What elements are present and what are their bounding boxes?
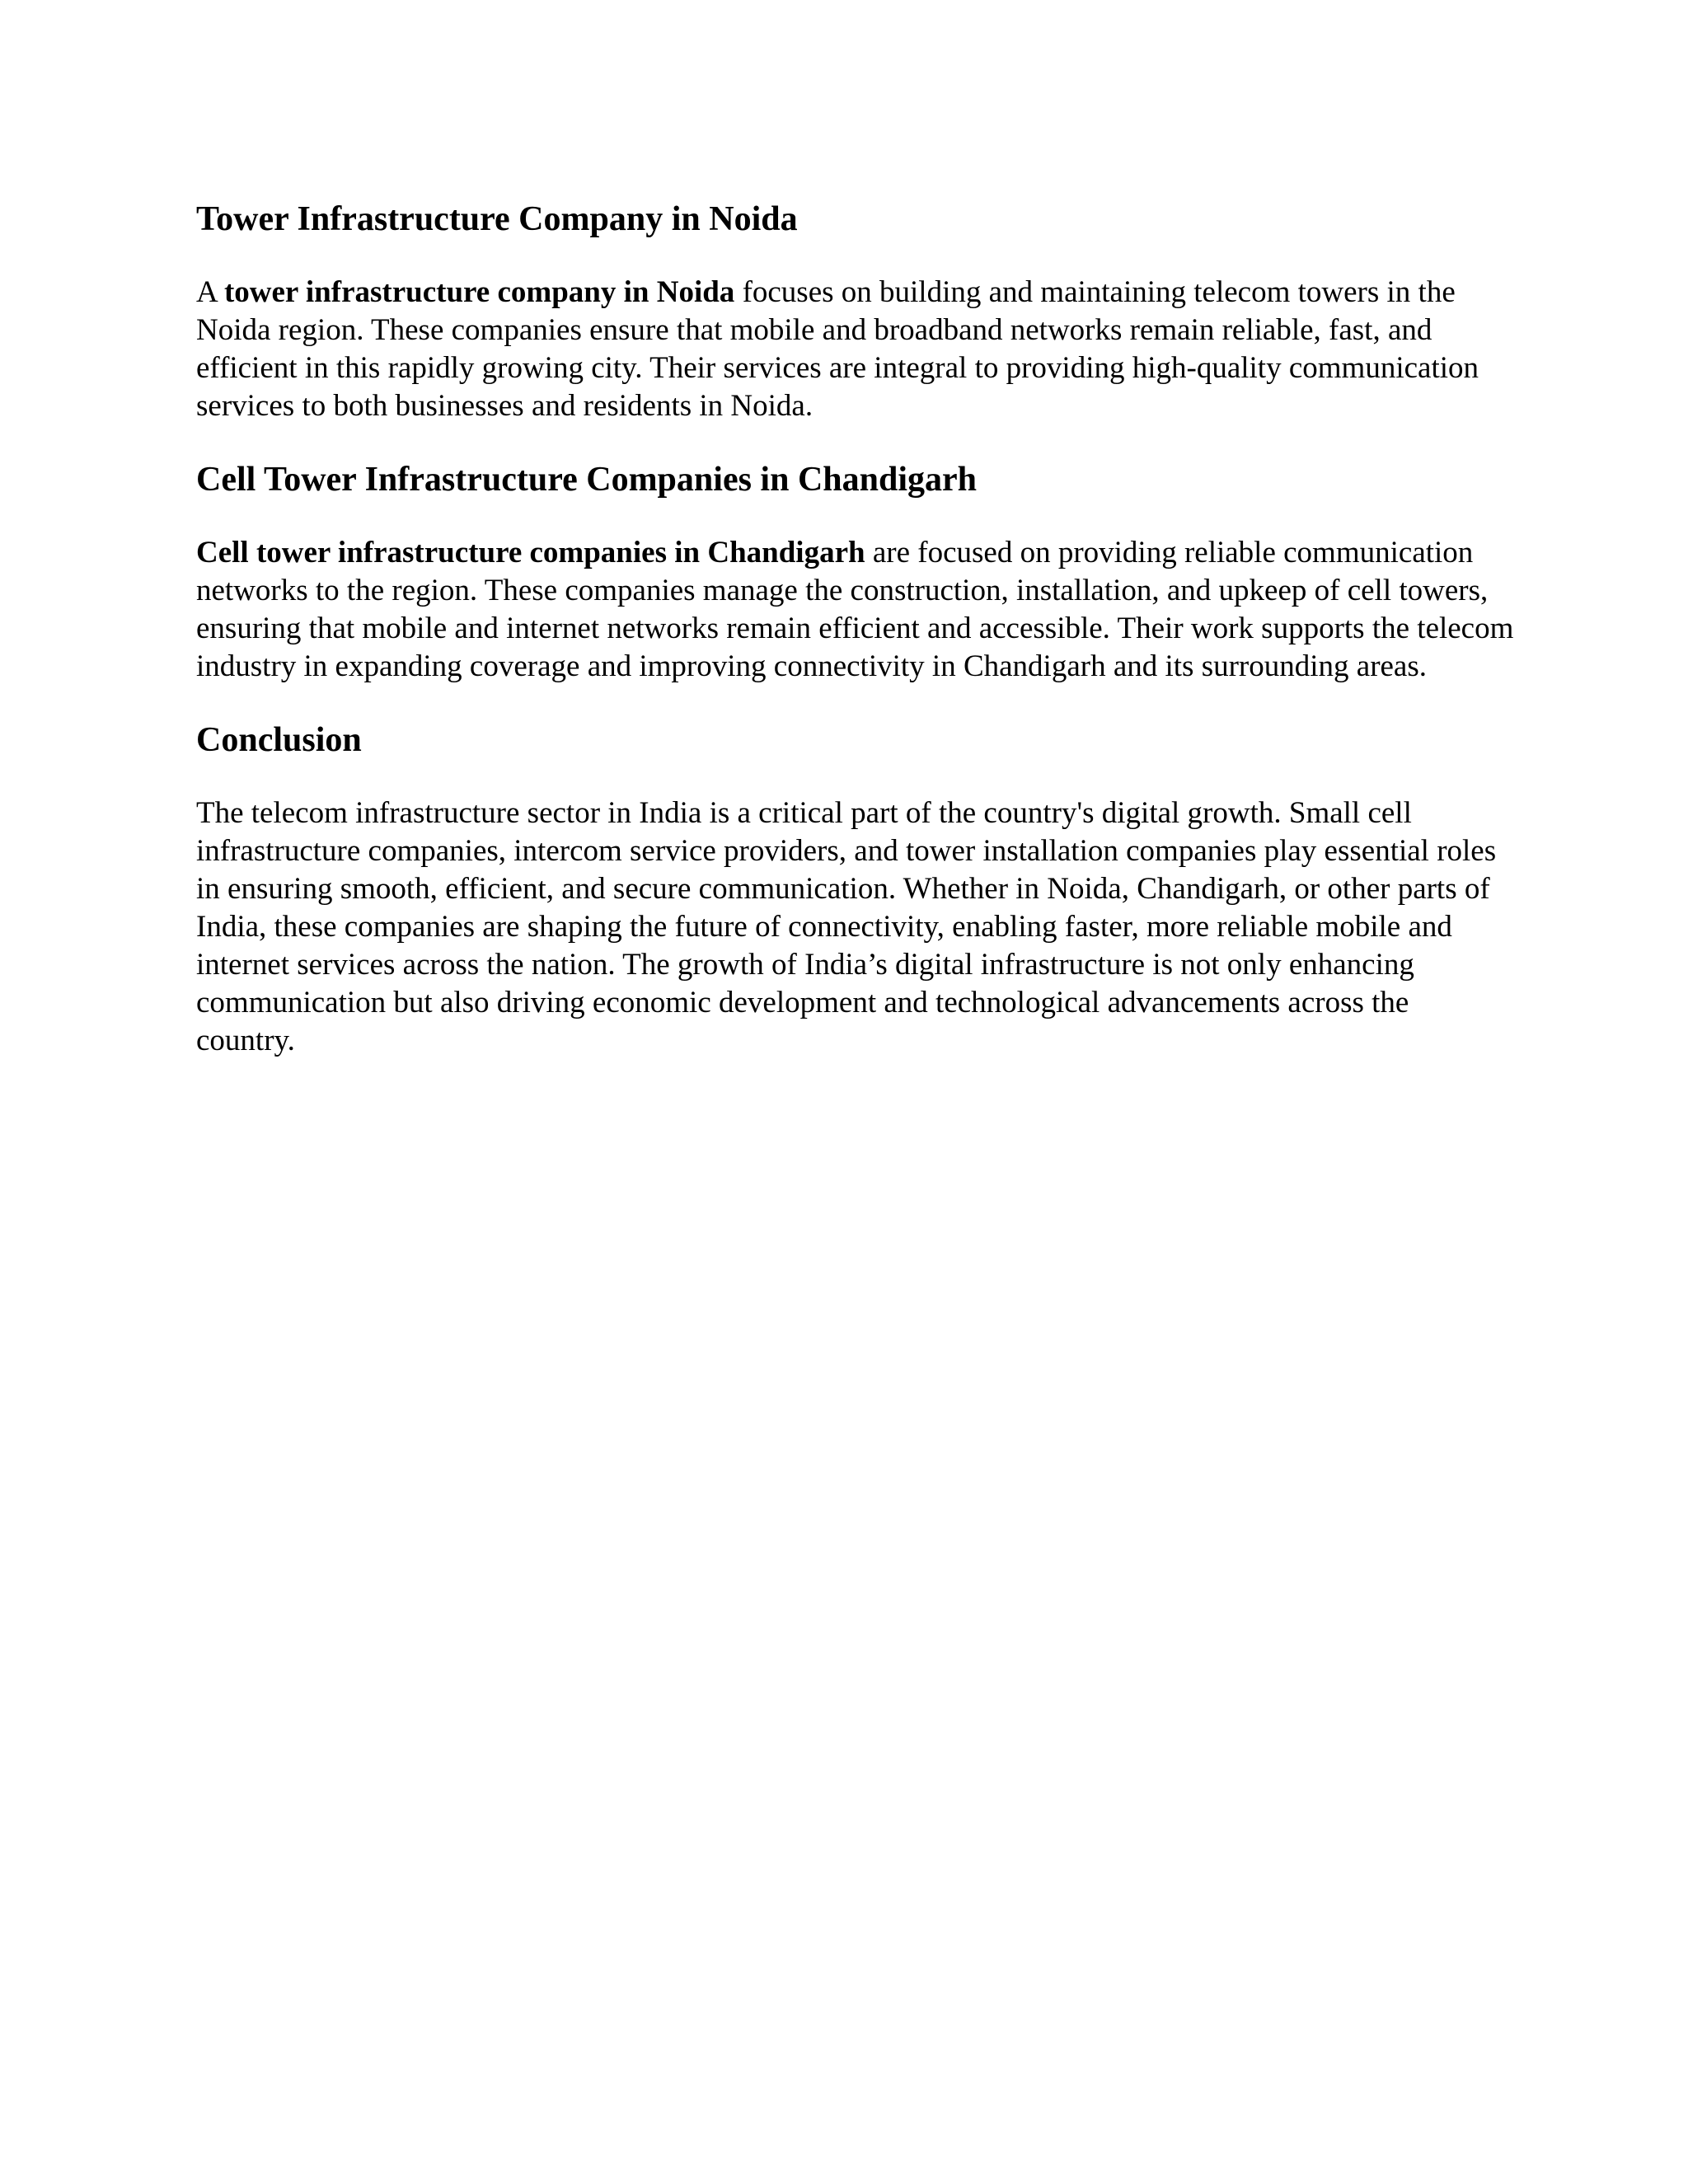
section-heading-conclusion: Conclusion xyxy=(196,721,362,759)
section-paragraph-conclusion: The telecom infrastructure sector in India is a critical part of the country's digital growth. Small cell infrastructure companies, intercom service providers, and tower installation companies play essential roles in ensuring smooth, efficient, and secure communication. Whether in Noida, Chandigarh, or other parts of India, these companies are shaping the future of connectivity, enabling faster, more reliable mobile and internet services across the nation. The growth of India’s digital infrastructure is not only enhancing communication but also driving economic development and technological advancements across the country. xyxy=(196,796,1497,1057)
bold-keyword: tower infrastructure company in Noida xyxy=(223,275,735,309)
section-paragraph-chandigarh xyxy=(196,534,1515,686)
document-page xyxy=(196,198,1515,1060)
section-paragraph-noida xyxy=(196,274,1515,425)
paragraph-lead: A xyxy=(196,275,224,309)
paragraph-text: focuses on building and maintaining telecom towers in the Noida region. These companies ensure that mobile and broadband networks remain reliable, fast, and efficient in this rapidly growing city. Their services are integral to providing high-quality communication services to both businesses and residents in Noida. xyxy=(196,275,1479,423)
section-heading-chandigarh: Cell Tower Infrastructure Companies in Chandigarh xyxy=(196,461,978,499)
section-heading-noida: Tower Infrastructure Company in Noida xyxy=(196,200,798,238)
paragraph-text: are focused on providing reliable communication networks to the region. These companies manage the construction, installation, and upkeep of cell towers, ensuring that mobile and internet networks remain efficient and accessible. Their work supports the telecom industry in expanding coverage and improving connectivity in Chandigarh and its surrounding areas. xyxy=(196,536,1514,683)
bold-keyword: Cell tower infrastructure companies in Chandigarh xyxy=(196,536,865,569)
